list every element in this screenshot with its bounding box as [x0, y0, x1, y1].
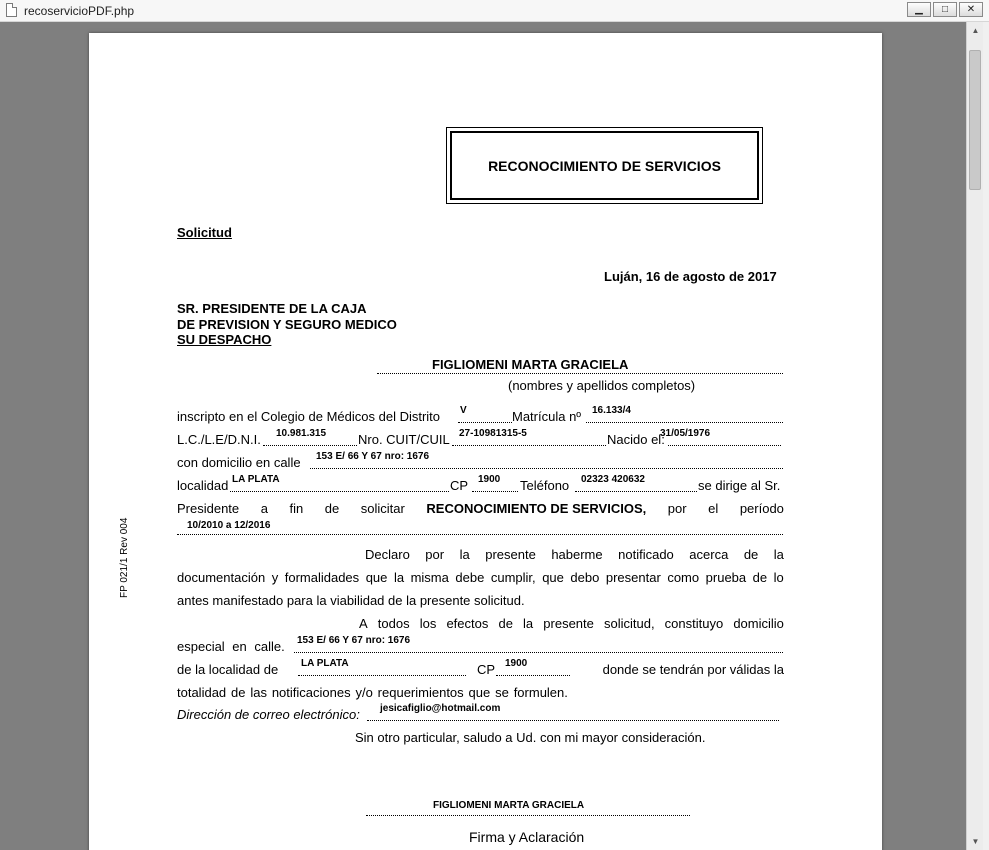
window-title: recoservicioPDF.php: [24, 4, 135, 18]
dni-label: L.C./L.E/D.N.I.: [177, 432, 261, 447]
dotted-line: [310, 468, 783, 469]
domicilio-especial-line-1: [359, 616, 784, 631]
scroll-thumb[interactable]: [969, 50, 981, 190]
word: solicitud,: [603, 616, 655, 631]
dotted-line: [458, 422, 512, 423]
window-titlebar: [0, 0, 989, 22]
pdf-page: [89, 33, 882, 850]
word: presentar: [605, 570, 661, 585]
email-label-text: Dirección de correo electrónico: [177, 707, 357, 722]
word: de: [324, 501, 340, 516]
word: haberme: [551, 547, 603, 562]
word: misma: [410, 570, 449, 585]
dotted-line: [177, 534, 783, 535]
word: como: [667, 570, 700, 585]
domicilio-value: 153 E/ 66 Y 67 nro: 1676: [316, 451, 430, 462]
signature-line: [366, 815, 690, 816]
window-border: [983, 22, 989, 850]
dotted-line: [668, 445, 781, 446]
word: solicitar: [360, 501, 405, 516]
domicilio-especial-value: 153 E/ 66 Y 67 nro: 1676: [297, 635, 411, 646]
matricula-label: Matrícula nº: [512, 409, 582, 424]
scroll-up-icon[interactable]: ▲: [971, 26, 980, 35]
word: debe: [455, 570, 485, 585]
addressee-line-1: SR. PRESIDENTE DE LA CAJA: [177, 301, 367, 316]
document-title: RECONOCIMIENTO DE SERVICIOS: [450, 131, 759, 200]
localidad-especial-label: de la localidad de: [177, 662, 279, 677]
date-line: Luján, 16 de agosto de 2017: [604, 269, 777, 284]
email-label: Dirección de correo electrónico:: [177, 707, 360, 722]
localidad-label: localidad: [177, 478, 229, 493]
word: período: [739, 501, 784, 516]
telefono-value: 02323 420632: [581, 474, 645, 485]
close-button[interactable]: ✕: [959, 2, 983, 17]
word: los: [419, 616, 437, 631]
dotted-line: [377, 373, 783, 374]
word: que: [542, 570, 564, 585]
word: debo: [570, 570, 600, 585]
cuit-label: Nro. CUIT/CUIL: [358, 432, 450, 447]
word: la: [523, 616, 534, 631]
word: prueba: [705, 570, 747, 585]
word: A: [359, 616, 368, 631]
word: constituyo: [664, 616, 724, 631]
word: que: [365, 570, 388, 585]
domicilio-label: con domicilio en calle: [177, 455, 301, 470]
closing-line: Sin otro particular, saludo a Ud. con mi mayor consideración.: [355, 730, 706, 745]
dotted-line: [294, 652, 783, 653]
word: a: [260, 501, 268, 516]
title-box: [446, 127, 763, 204]
word: cumplir,: [490, 570, 536, 585]
cp-especial-label: CP: [477, 662, 496, 677]
word: domicilio: [733, 616, 784, 631]
word: las: [250, 685, 267, 700]
word: formalidades: [284, 570, 360, 585]
word: el: [708, 501, 719, 516]
word: y: [271, 570, 279, 585]
word: que: [468, 685, 491, 700]
dotted-line: [230, 491, 449, 492]
word: la: [773, 547, 784, 562]
word: totalidad: [177, 685, 227, 700]
vertical-scrollbar[interactable]: [966, 22, 983, 850]
window-controls: [905, 2, 983, 18]
section-heading: Solicitud: [177, 225, 232, 240]
cp-value: 1900: [478, 474, 501, 485]
addressee-line-2: DE PREVISION Y SEGURO MEDICO: [177, 317, 397, 332]
minimize-button[interactable]: ▁: [907, 2, 931, 17]
purpose-emphasis: RECONOCIMIENTO DE SERVICIOS,: [426, 501, 647, 516]
signature-name: FIGLIOMENI MARTA GRACIELA: [433, 800, 585, 811]
dotted-line: [452, 445, 606, 446]
localidad-value: LA PLATA: [232, 474, 280, 485]
scroll-down-icon[interactable]: ▼: [971, 837, 980, 846]
dirige-text: se dirige al Sr.: [698, 478, 781, 493]
word: efectos: [446, 616, 489, 631]
signature-caption: Firma y Aclaración: [469, 829, 585, 845]
word: por: [667, 501, 687, 516]
word: notificado: [618, 547, 674, 562]
notificaciones-line: [177, 685, 568, 700]
dotted-line: [472, 491, 518, 492]
word: presente: [543, 616, 594, 631]
addressee-line-3: SU DESPACHO: [177, 332, 272, 347]
declaration-line-2: [177, 570, 784, 585]
purpose-line: [177, 501, 784, 516]
file-icon: [6, 3, 17, 17]
word: formulen.: [513, 685, 568, 700]
domicilio-especial-label: especial en calle.: [177, 639, 285, 654]
word: de: [498, 616, 513, 631]
word: la: [459, 547, 470, 562]
name-caption: (nombres y apellidos completos): [508, 378, 696, 393]
distrito-value: V: [460, 405, 467, 416]
telefono-label: Teléfono: [520, 478, 570, 493]
dotted-line: [298, 675, 466, 676]
dotted-line: [367, 720, 779, 721]
word: fin: [289, 501, 304, 516]
maximize-button[interactable]: □: [933, 2, 957, 17]
word: de: [752, 570, 768, 585]
dotted-line: [575, 491, 697, 492]
word: acerca: [689, 547, 729, 562]
validez-text: donde se tendrán por válidas la: [602, 662, 784, 677]
word: de: [231, 685, 246, 700]
localidad-especial-value: LA PLATA: [301, 658, 349, 669]
dni-value: 10.981.315: [276, 428, 327, 439]
email-value: jesicafiglio@hotmail.com: [380, 703, 501, 714]
declaration-line-3: antes manifestado para la viabilidad de la presente solicitud.: [177, 593, 525, 608]
dotted-line: [586, 422, 783, 423]
dotted-line: [263, 445, 357, 446]
matricula-value: 16.133/4: [592, 405, 631, 416]
word: Presidente: [177, 501, 240, 516]
cp-label: CP: [450, 478, 469, 493]
word: la: [393, 570, 405, 585]
applicant-name: FIGLIOMENI MARTA GRACIELA: [432, 357, 629, 372]
nacido-label: Nacido el:: [607, 432, 665, 447]
word: documentación: [177, 570, 266, 585]
dotted-line: [496, 675, 570, 676]
form-code: FP 021/1 Rev 004: [119, 517, 130, 598]
cp-especial-value: 1900: [505, 658, 528, 669]
word: presente: [485, 547, 536, 562]
word: requerimientos: [377, 685, 464, 700]
distrito-label: inscripto en el Colegio de Médicos del Distrito: [177, 409, 441, 424]
cuit-value: 27-10981315-5: [459, 428, 527, 439]
nacido-value: 31/05/1976: [660, 428, 711, 439]
declaration-line-1: [365, 547, 784, 562]
word: por: [425, 547, 445, 562]
word: lo: [773, 570, 784, 585]
word: notificaciones: [271, 685, 351, 700]
word: Declaro: [365, 547, 410, 562]
periodo-value: 10/2010 a 12/2016: [187, 520, 271, 531]
word: y/o: [355, 685, 373, 700]
pdf-viewer[interactable]: [0, 22, 966, 850]
word: se: [495, 685, 509, 700]
word: de: [743, 547, 759, 562]
word: todos: [377, 616, 410, 631]
